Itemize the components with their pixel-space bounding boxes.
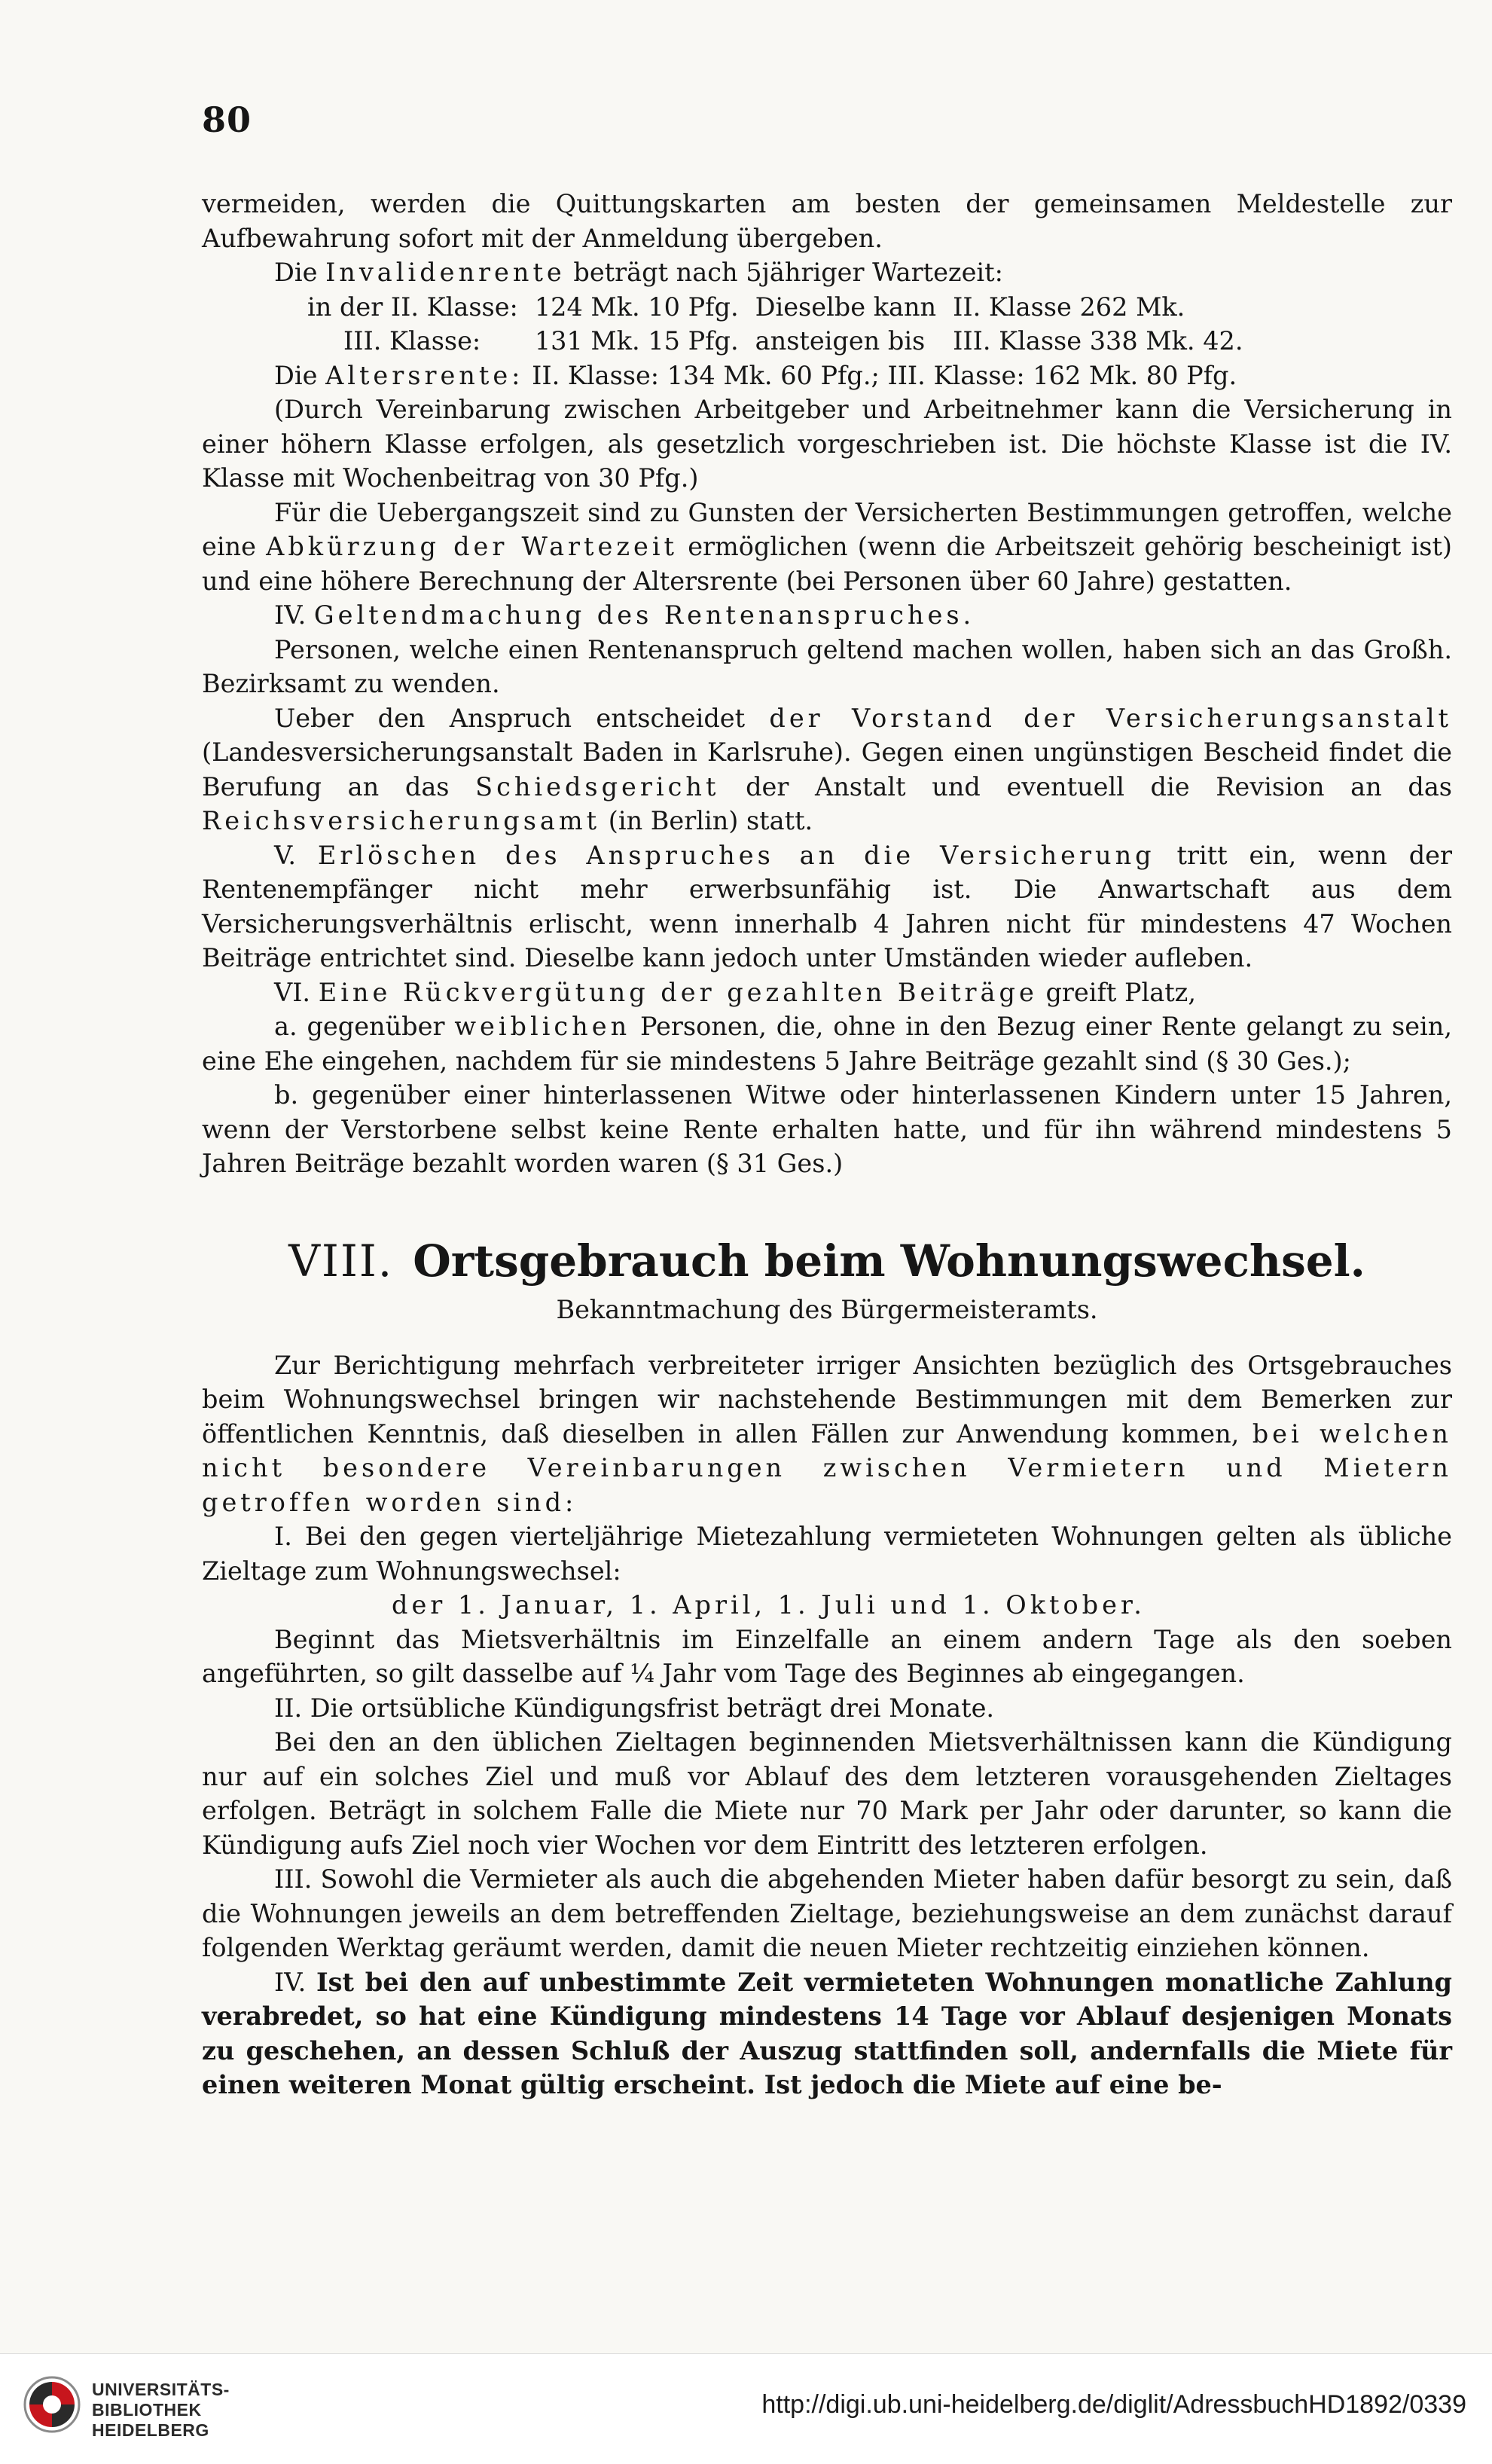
spaced-term: Reichsversicherungsamt — [202, 806, 601, 835]
logo-text — [92, 2380, 230, 2441]
table-row — [307, 290, 1259, 325]
paragraph: Beginnt das Mietsverhältnis im Einzelfalle an einem andern Tage als den soeben angeführten, so gilt dasselbe auf ¼ Jahr vom Tage des Beginnes ab eingegangen. — [202, 1624, 1452, 1688]
spaced-term: Invalidenrente — [325, 258, 566, 287]
section-title: Eine Rückvergütung der gezahlten Beiträge — [318, 977, 1038, 1007]
text-span: (Landesversicherungsanstalt Baden in Karlsruhe). Gegen einen ungünstigen Bescheid findet die Berufung an das — [202, 737, 1452, 801]
text-span: Zur Berichtigung mehrfach verbreiteter irriger Ansichten bezüglich des Ortsgebrauches beim Wohnungswechsel bringen wir nachstehende Bestimmungen mit dem Bemerken zur öffentlichen Kenntnis, daß dieselben in allen Fällen zur Anwendung kommen, — [202, 1350, 1452, 1449]
section-heading-iv — [202, 598, 1452, 633]
chapter-number: VIII. — [288, 1235, 394, 1287]
text-span: beträgt nach 5jähriger Wartezeit: — [573, 258, 1003, 287]
rule-i-dates: der 1. Januar, 1. April, 1. Juli und 1. Oktober. — [392, 1590, 1146, 1620]
chapter-intro — [202, 1348, 1452, 1520]
logo-line: UNIVERSITÄTS- — [92, 2380, 230, 2399]
table-cell: 124 Mk. 10 Pfg. — [534, 292, 739, 322]
table-cell: III. Klasse 338 Mk. 42. — [953, 326, 1243, 356]
text-span: Ueber den Anspruch entscheidet — [274, 703, 746, 733]
text-span: Personen, die, ohne in den Bezug einer Rente gelangt zu sein, eine Ehe eingehen, nachdem für sie mindestens 5 Jahre Beiträge gezahlt sind (§ 30 Ges.); — [202, 1012, 1452, 1076]
chapter-subheading: Bekanntmachung des Bürgermeisteramts. — [556, 1294, 1098, 1324]
section-title: Geltendmachung des Rentenanspruches. — [313, 600, 975, 630]
text-span: Die — [274, 360, 318, 390]
logo-line: HEIDELBERG — [92, 2420, 209, 2440]
spaced-term: Abkürzung der Wartezeit — [266, 532, 678, 561]
paragraph-uebergangszeit — [202, 496, 1452, 599]
spaced-term: Schiedsgericht — [475, 771, 720, 801]
section-v — [202, 838, 1452, 976]
invalidenrente-table — [202, 290, 1452, 359]
logo-line: BIBLIOTHEK — [92, 2400, 202, 2420]
university-library-logo[interactable] — [23, 2372, 249, 2447]
spaced-term: der Vorstand der Versicherungsanstalt — [769, 703, 1452, 733]
source-url-link[interactable]: http://digi.ub.uni-heidelberg.de/diglit/AdressbuchHD1892/0339 — [761, 2390, 1466, 2419]
table-cell: Dieselbe kann — [755, 292, 937, 322]
section-number: IV. — [274, 1967, 307, 1997]
text-span: II. Klasse: 134 Mk. 60 Pfg.; III. Klasse: 162 Mk. 80 Pfg. — [532, 360, 1237, 390]
paragraph: Personen, welche einen Rentenanspruch geltend machen wollen, haben sich an das Großh. Bezirksamt zu wenden. — [202, 634, 1452, 698]
list-label: b. — [274, 1080, 299, 1110]
spaced-term: Altersrente: — [325, 360, 524, 390]
table-cell: in der II. Klasse: — [307, 292, 518, 322]
list-item-a — [202, 1009, 1452, 1078]
text-span: Die ortsübliche Kündigungsfrist beträgt drei Monate. — [310, 1693, 995, 1723]
text-span: der Anstalt und eventuell die Revision an das — [746, 771, 1452, 801]
paragraph-anspruch — [202, 701, 1452, 838]
text-body — [202, 187, 1452, 2102]
rule-i — [202, 1519, 1452, 1588]
paragraph: vermeiden, werden die Quittungskarten am besten der gemeinsamen Meldestelle zur Aufbewahrung sofort mit der Anmeldung übergeben. — [202, 189, 1452, 253]
university-library-logo-icon — [23, 2375, 81, 2434]
table-cell: 131 Mk. 15 Pfg. — [534, 326, 739, 356]
paragraph-altersrente — [202, 359, 1452, 393]
section-number: II. — [274, 1693, 303, 1723]
text-span: gegenüber einer hinterlassenen Witwe oder hinterlassenen Kindern unter 15 Jahren, wenn der Verstorbene selbst keine Rente erhalten hatte, und für ihn während mindestens 5 Jahren Beiträge bezahlt worden waren (§ 31 Ges.) — [202, 1080, 1453, 1178]
text-span: Ist bei den auf unbestimmte Zeit vermieteten Wohnungen monatliche Zahlung verabredet, so hat eine Kündigung mindestens 14 Tage vor Ablauf desjenigen Monats zu geschehen, an dessen Schluß der Auszug stattfinden soll, andernfalls die Miete für einen weiteren Monat gültig erscheint. Ist jedoch die Miete auf eine be- — [202, 1967, 1452, 2099]
text-span: Sowohl die Vermieter als auch die abgehenden Mieter haben dafür besorgt zu sein, daß die Wohnungen jeweils an dem betreffenden Zieltage, beziehungsweise an dem zunächst darauf folgenden Werktag geräumt werden, damit die neuen Mieter rechtzeitig einziehen können. — [202, 1864, 1452, 1962]
section-title: Erlöschen des Anspruches an die Versicherung — [317, 840, 1155, 870]
chapter-heading — [202, 1231, 1452, 1291]
text-span: (in Berlin) statt. — [608, 806, 813, 835]
text-span: Die — [274, 258, 318, 287]
list-item-b — [202, 1078, 1452, 1181]
rule-iii — [202, 1862, 1452, 1965]
spaced-term: bei welchen nicht besondere Vereinbarungen zwischen Vermietern und Mietern getroffen worden sind: — [202, 1418, 1452, 1517]
chapter-title: Ortsgebrauch beim Wohnungswechsel. — [413, 1235, 1365, 1287]
rule-ii — [202, 1691, 1452, 1726]
table-cell: ansteigen bis — [755, 326, 926, 356]
page-number: 80 — [202, 99, 252, 140]
section-number: VI. — [274, 977, 311, 1007]
table-cell: III. Klasse: — [343, 326, 481, 356]
rule-iv — [202, 1965, 1452, 2102]
text-span: ermöglichen (wenn die Arbeitszeit gehörig bescheinigt ist) und eine höhere Berechnung der Altersrente (bei Personen über 60 Jahre) gestatten. — [202, 532, 1452, 596]
viewer-footer — [0, 2353, 1492, 2464]
section-number: I. — [274, 1522, 292, 1551]
table-cell: II. Klasse 262 Mk. — [953, 292, 1185, 322]
section-number: IV. — [274, 600, 307, 630]
text-span: Für die Uebergangszeit sind zu Gunsten der Versicherten Bestimmungen getroffen, welche eine — [202, 497, 1452, 561]
section-number: V. — [274, 840, 296, 870]
spaced-term: weiblichen — [454, 1012, 631, 1041]
text-span: Bei den gegen vierteljährige Mietezahlung vermieteten Wohnungen gelten als übliche Zieltage zum Wohnungswechsel: — [202, 1522, 1452, 1586]
section-number: III. — [274, 1864, 313, 1894]
table-row — [307, 324, 1259, 359]
list-label: a. — [274, 1012, 297, 1041]
text-span: tritt ein, wenn der Rentenempfänger nicht mehr erwerbsunfähig ist. Die Anwartschaft aus dem Versicherungsverhältnis erlischt, wenn innerhalb 4 Jahren nicht für mindestens 47 Wochen Beiträge entrichtet sind. Dieselbe kann jedoch unter Umständen wieder aufleben. — [202, 840, 1453, 972]
section-vi — [202, 976, 1452, 1010]
paragraph: Bei den an den üblichen Zieltagen beginnenden Mietsverhältnissen kann die Kündigung nur auf ein solches Ziel und muß vor Ablauf des dem letzteren vorausgehenden Zieltages erfolgen. Beträgt in solchem Falle die Miete nur 70 Mark per Jahr oder darunter, so kann die Kündigung aufs Ziel noch vier Wochen vor dem Eintritt des letzteren erfolgen. — [202, 1727, 1452, 1860]
text-span: greift Platz, — [1045, 977, 1196, 1007]
paragraph-invalidenrente — [202, 255, 1452, 290]
paragraph: (Durch Vereinbarung zwischen Arbeitgeber und Arbeitnehmer kann die Versicherung in einer höhern Klasse erfolgen, als gesetzlich vorgeschrieben ist. Die höchste Klasse ist die IV. Klasse mit Wochenbeitrag von 30 Pfg.) — [202, 395, 1452, 493]
text-span: gegenüber — [307, 1012, 445, 1041]
